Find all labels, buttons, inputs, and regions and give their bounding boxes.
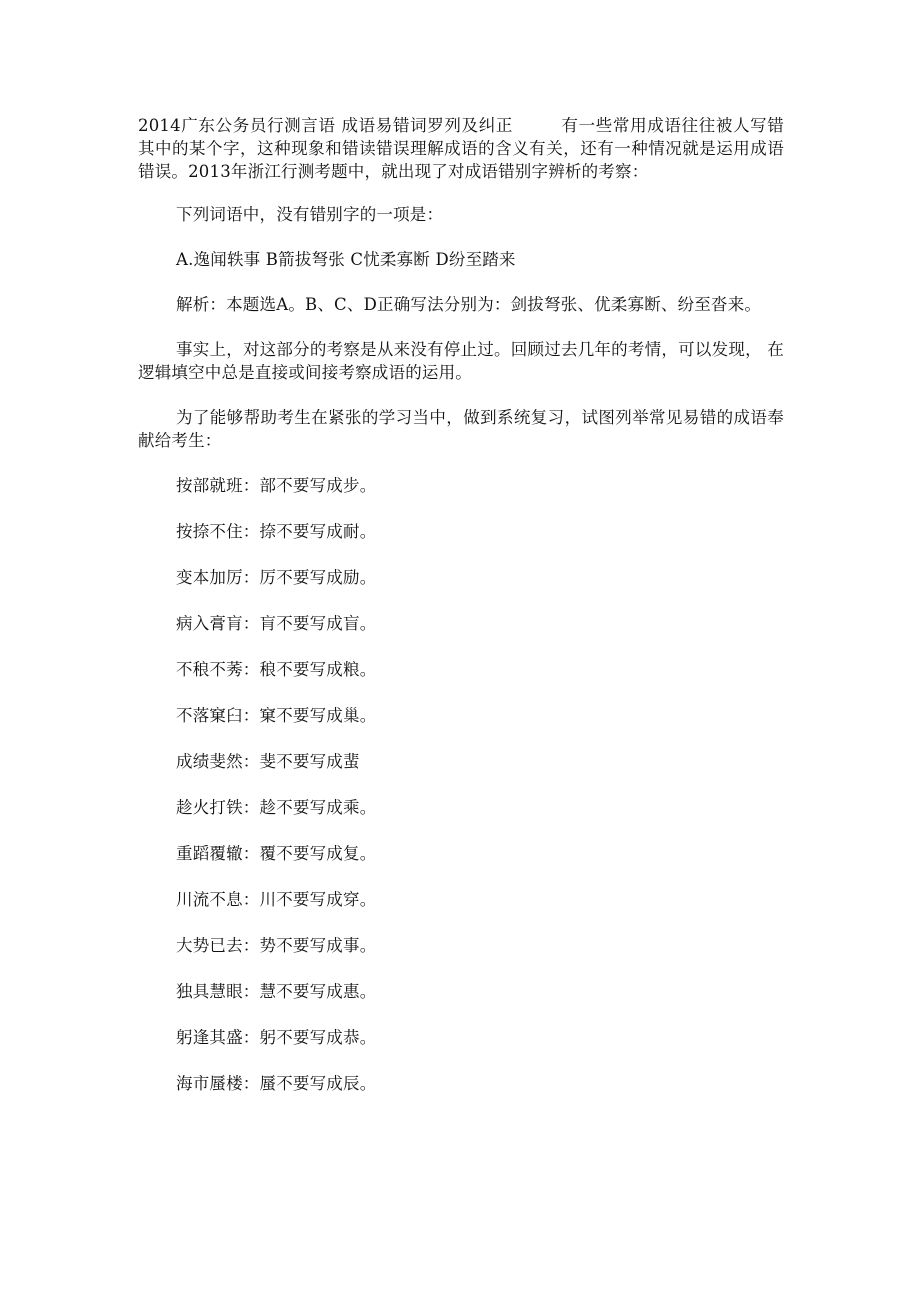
list-item: 大势已去：势不要写成事。 <box>176 936 377 955</box>
list-item: 按捺不住：捺不要写成耐。 <box>176 522 377 541</box>
document-title: 2014广东公务员行测言语 成语易错词罗列及纠正 <box>138 116 514 135</box>
list-item: 躬逢其盛：躬不要写成恭。 <box>176 1028 377 1047</box>
intro-paragraph <box>138 114 784 183</box>
list-item: 不稂不莠：稂不要写成粮。 <box>176 660 377 679</box>
list-item: 趁火打铁：趁不要写成乘。 <box>176 798 377 817</box>
list-item: 川流不息：川不要写成穿。 <box>176 890 377 909</box>
purpose-paragraph: 为了能够帮助考生在紧张的学习当中，做到系统复习，试图列举常见易错的成语奉献给考生： <box>138 408 784 450</box>
list-item: 变本加厉：厉不要写成励。 <box>176 568 377 587</box>
intro-text: 有一些常用成语往往被人写错其中的某个字，这种现象和错读错误理解成语的含义有关，还有一种情况就是运用成语错误。2013年浙江行测考题中，就出现了对成语错别字辨析的考察： <box>138 116 784 181</box>
list-item: 不落窠臼：窠不要写成巢。 <box>176 706 377 725</box>
list-item: 成绩斐然：斐不要写成蜚 <box>176 752 360 771</box>
analysis-text: 解析：本题选A。B、C、D正确写法分别为：剑拔弩张、优柔寡断、纷至沓来。 <box>176 295 762 314</box>
idiom-list <box>138 474 784 1095</box>
list-item: 重蹈覆辙：覆不要写成复。 <box>176 844 377 863</box>
answer-options: A.逸闻轶事 B箭拔弩张 C忧柔寡断 D纷至踏来 <box>176 250 516 269</box>
list-item: 海市蜃楼：蜃不要写成辰。 <box>176 1074 377 1093</box>
list-item: 独具慧眼：慧不要写成惠。 <box>176 982 377 1001</box>
list-item: 病入膏肓：肓不要写成盲。 <box>176 614 377 633</box>
list-item: 按部就班：部不要写成步。 <box>176 476 377 495</box>
question-text: 下列词语中，没有错别字的一项是： <box>176 205 444 224</box>
fact-paragraph: 事实上，对这部分的考察是从来没有停止过。回顾过去几年的考情，可以发现， 在逻辑填空中总是直接或间接考察成语的运用。 <box>138 340 784 382</box>
document-body <box>138 114 784 1118</box>
